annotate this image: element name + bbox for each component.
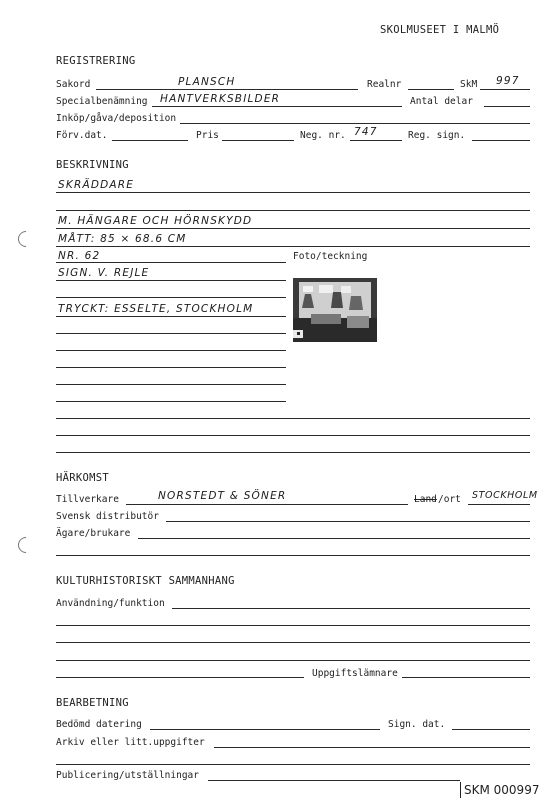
pris-label: Pris bbox=[196, 130, 219, 141]
beskrivning-line-1: SKRÄDDARE bbox=[58, 179, 135, 191]
skm-label: SkM bbox=[460, 79, 478, 90]
rule bbox=[56, 418, 530, 419]
rule bbox=[56, 210, 530, 211]
rule bbox=[56, 625, 530, 626]
punch-hole-bottom bbox=[15, 534, 38, 557]
rule bbox=[56, 367, 286, 368]
rule bbox=[56, 642, 530, 643]
rule bbox=[56, 435, 530, 436]
rule bbox=[56, 316, 286, 317]
section-heading-kultur: KULTURHISTORISKT SAMMANHANG bbox=[56, 575, 235, 587]
kultur-last-line bbox=[56, 677, 304, 678]
rule bbox=[56, 660, 530, 661]
rule bbox=[56, 350, 286, 351]
neg-nr-value: 747 bbox=[354, 126, 378, 138]
svensk-distributor-line bbox=[166, 521, 530, 522]
anvandning-label: Användning/funktion bbox=[56, 598, 165, 609]
skm-value: 997 bbox=[496, 75, 520, 87]
reg-sign-label: Reg. sign. bbox=[408, 130, 466, 141]
ort-value: STOCKHOLM bbox=[472, 490, 538, 501]
rule bbox=[56, 246, 530, 247]
rule bbox=[56, 192, 530, 193]
rule bbox=[56, 333, 286, 334]
photo-thumbnail bbox=[293, 278, 377, 342]
rule bbox=[56, 297, 286, 298]
antal-delar-line bbox=[484, 106, 530, 107]
sign-dat-label: Sign. dat. bbox=[388, 719, 446, 730]
pris-line bbox=[222, 140, 294, 141]
specialbenamning-line bbox=[152, 106, 402, 107]
ort-line bbox=[468, 504, 530, 505]
sakord-line bbox=[96, 89, 358, 90]
inventory-number-stamp: SKM 000997 bbox=[460, 780, 558, 800]
rule bbox=[56, 280, 286, 281]
tillverkare-line bbox=[126, 504, 408, 505]
rule bbox=[56, 555, 530, 556]
tillverkare-value: NORSTEDT & SÖNER bbox=[158, 490, 287, 502]
svensk-distributor-label: Svensk distributör bbox=[56, 511, 159, 522]
section-heading-harkomst: HÄRKOMST bbox=[56, 472, 109, 484]
tillverkare-label: Tillverkare bbox=[56, 494, 119, 505]
specialbenamning-value: HANTVERKSBILDER bbox=[160, 93, 281, 105]
anvandning-line bbox=[172, 608, 530, 609]
foto-teckning-label: Foto/teckning bbox=[293, 251, 368, 262]
arkiv-line bbox=[214, 747, 530, 748]
uppgiftslamnare-line bbox=[402, 677, 530, 678]
rule bbox=[56, 228, 530, 229]
reg-sign-line bbox=[472, 140, 530, 141]
section-heading-bearbetning: BEARBETNING bbox=[56, 697, 129, 709]
rule bbox=[56, 401, 286, 402]
specialbenamning-label: Specialbenämning bbox=[56, 96, 148, 107]
agare-label: Ägare/brukare bbox=[56, 528, 131, 539]
realnr-line bbox=[408, 89, 454, 90]
beskrivning-line-6: TRYCKT: ESSELTE, STOCKHOLM bbox=[58, 303, 254, 315]
ort-label: /ort bbox=[438, 494, 461, 505]
realnr-label: Realnr bbox=[367, 79, 402, 90]
land-label: Land bbox=[414, 494, 437, 505]
sakord-value: PLANSCH bbox=[178, 76, 236, 88]
section-heading-beskrivning: BESKRIVNING bbox=[56, 159, 129, 171]
beskrivning-line-4: NR. 62 bbox=[58, 250, 101, 262]
beskrivning-line-3: MÅTT: 85 × 68.6 CM bbox=[58, 233, 187, 245]
uppgiftslamnare-label: Uppgiftslämnare bbox=[312, 668, 398, 679]
forv-dat-line bbox=[112, 140, 188, 141]
arkiv-label: Arkiv eller litt.uppgifter bbox=[56, 737, 205, 748]
bedomd-datering-label: Bedömd datering bbox=[56, 719, 142, 730]
inkop-label: Inköp/gåva/deposition bbox=[56, 113, 177, 124]
punch-hole-top bbox=[15, 228, 38, 251]
museum-title: SKOLMUSEET I MALMÖ bbox=[380, 24, 500, 36]
beskrivning-line-2: M. HÄNGARE OCH HÖRNSKYDD bbox=[58, 215, 253, 227]
beskrivning-line-5: SIGN. V. REJLE bbox=[58, 267, 150, 279]
rule bbox=[56, 384, 286, 385]
rule bbox=[56, 764, 530, 765]
antal-delar-label: Antal delar bbox=[410, 96, 473, 107]
neg-nr-label: Neg. nr. bbox=[300, 130, 346, 141]
bedomd-datering-line bbox=[150, 729, 380, 730]
sakord-label: Sakord bbox=[56, 79, 91, 90]
neg-nr-line bbox=[350, 140, 402, 141]
inkop-line bbox=[180, 123, 530, 124]
rule bbox=[56, 262, 286, 263]
skm-line bbox=[480, 89, 530, 90]
publicering-label: Publicering/utställningar bbox=[56, 770, 199, 781]
forv-dat-label: Förv.dat. bbox=[56, 130, 108, 141]
agare-line bbox=[138, 538, 530, 539]
rule bbox=[56, 452, 530, 453]
section-heading-registrering: REGISTRERING bbox=[56, 55, 136, 67]
sign-dat-line bbox=[452, 729, 530, 730]
